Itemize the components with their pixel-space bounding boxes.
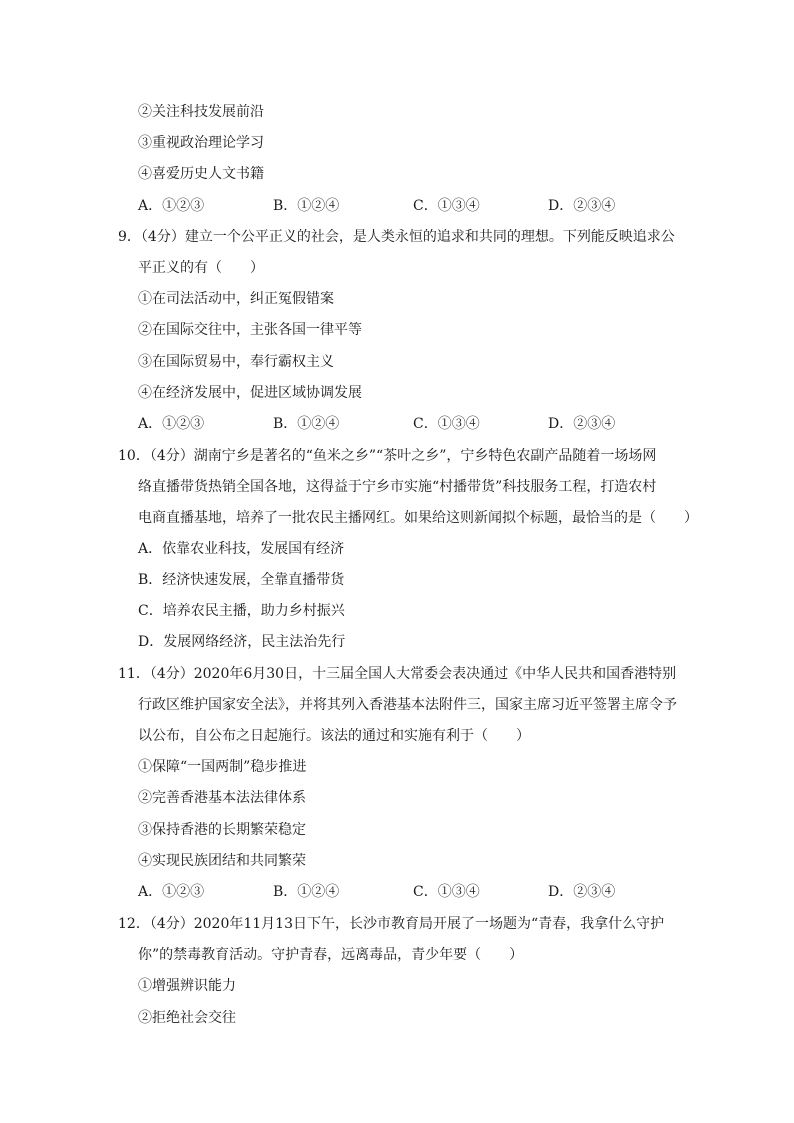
- q10-stem-line-3: 电商直播基地，培养了一批农民主播网红。如果给这则新闻拟个标题，最恰当的是（ ）: [138, 510, 698, 526]
- q12-option-2: ②拒绝社会交往: [138, 1010, 236, 1026]
- q8-choice-c: C．①③④: [413, 198, 480, 214]
- q11-option-1: ①保障“一国两制”稳步推进: [138, 759, 307, 775]
- q9-choice-a: A．①②③: [138, 416, 205, 432]
- q9-stem-line-2: 平正义的有（ ）: [138, 260, 264, 276]
- q9-choice-d: D．②③④: [548, 416, 616, 432]
- q10-option-a: A．依靠农业科技，发展国有经济: [138, 541, 345, 557]
- q10-option-d: D．发展网络经济，民主法治先行: [138, 634, 346, 650]
- q8-choices: [138, 196, 658, 216]
- q9-option-2: ②在国际交往中，主张各国一律平等: [138, 322, 362, 338]
- q11-choice-b: B．①②④: [273, 884, 340, 900]
- q8-choice-a: A．①②③: [138, 198, 205, 214]
- q8-choice-d: D．②③④: [548, 198, 616, 214]
- q9-choice-c: C．①③④: [413, 416, 480, 432]
- q11-option-4: ④实现民族团结和共同繁荣: [138, 853, 306, 869]
- q8-option-4: ④喜爱历史人文书籍: [138, 166, 264, 182]
- q11-stem-line-1: 11．（4分）2020年6月30日，十三届全国人大常委会表决通过《中华人民共和国香港特别: [118, 666, 677, 682]
- q12-stem-line-1: 12．（4分）2020年11月13日下午，长沙市教育局开展了一场题为“青春，我拿什么守护: [118, 916, 665, 932]
- q11-option-2: ②完善香港基本法法律体系: [138, 790, 306, 806]
- q11-choice-a: A．①②③: [138, 884, 205, 900]
- q8-option-3: ③重视政治理论学习: [138, 135, 264, 151]
- q11-choice-c: C．①③④: [413, 884, 480, 900]
- q12-option-1: ①增强辨识能力: [138, 978, 236, 994]
- q11-stem-line-3: 以公布，自公布之日起施行。该法的通过和实施有利于（ ）: [138, 728, 530, 744]
- q9-choice-b: B．①②④: [273, 416, 340, 432]
- q12-stem-line-2: 你”的禁毒教育活动。守护青春，远离毒品，青少年要（ ）: [138, 947, 524, 963]
- q8-option-2: ②关注科技发展前沿: [138, 104, 264, 120]
- q10-option-b: B．经济快速发展，全靠直播带货: [138, 572, 345, 588]
- q10-option-c: C．培养农民主播，助力乡村振兴: [138, 603, 345, 619]
- q10-stem-line-1: 10．（4分）湖南宁乡是著名的“鱼米之乡”“茶叶之乡”，宁乡特色农副产品随着一场场网: [118, 448, 657, 464]
- q8-choice-b: B．①②④: [273, 198, 340, 214]
- q9-stem-line-1: 9．（4分）建立一个公平正义的社会，是人类永恒的追求和共同的理想。下列能反映追求公: [118, 229, 675, 245]
- q11-choices: [138, 882, 658, 902]
- q9-option-3: ③在国际贸易中，奉行霸权主义: [138, 354, 334, 370]
- q11-option-3: ③保持香港的长期繁荣稳定: [138, 822, 306, 838]
- q9-choices: [138, 414, 658, 434]
- q9-option-1: ①在司法活动中，纠正冤假错案: [138, 291, 334, 307]
- q11-stem-line-2: 行政区维护国家安全法》，并将其列入香港基本法附件三，国家主席习近平签署主席令予: [138, 697, 677, 713]
- q9-option-4: ④在经济发展中，促进区域协调发展: [138, 385, 362, 401]
- q10-stem-line-2: 络直播带货热销全国各地，这得益于宁乡市实施“村播带货”科技服务工程，打造农村: [138, 479, 657, 495]
- q11-choice-d: D．②③④: [548, 884, 616, 900]
